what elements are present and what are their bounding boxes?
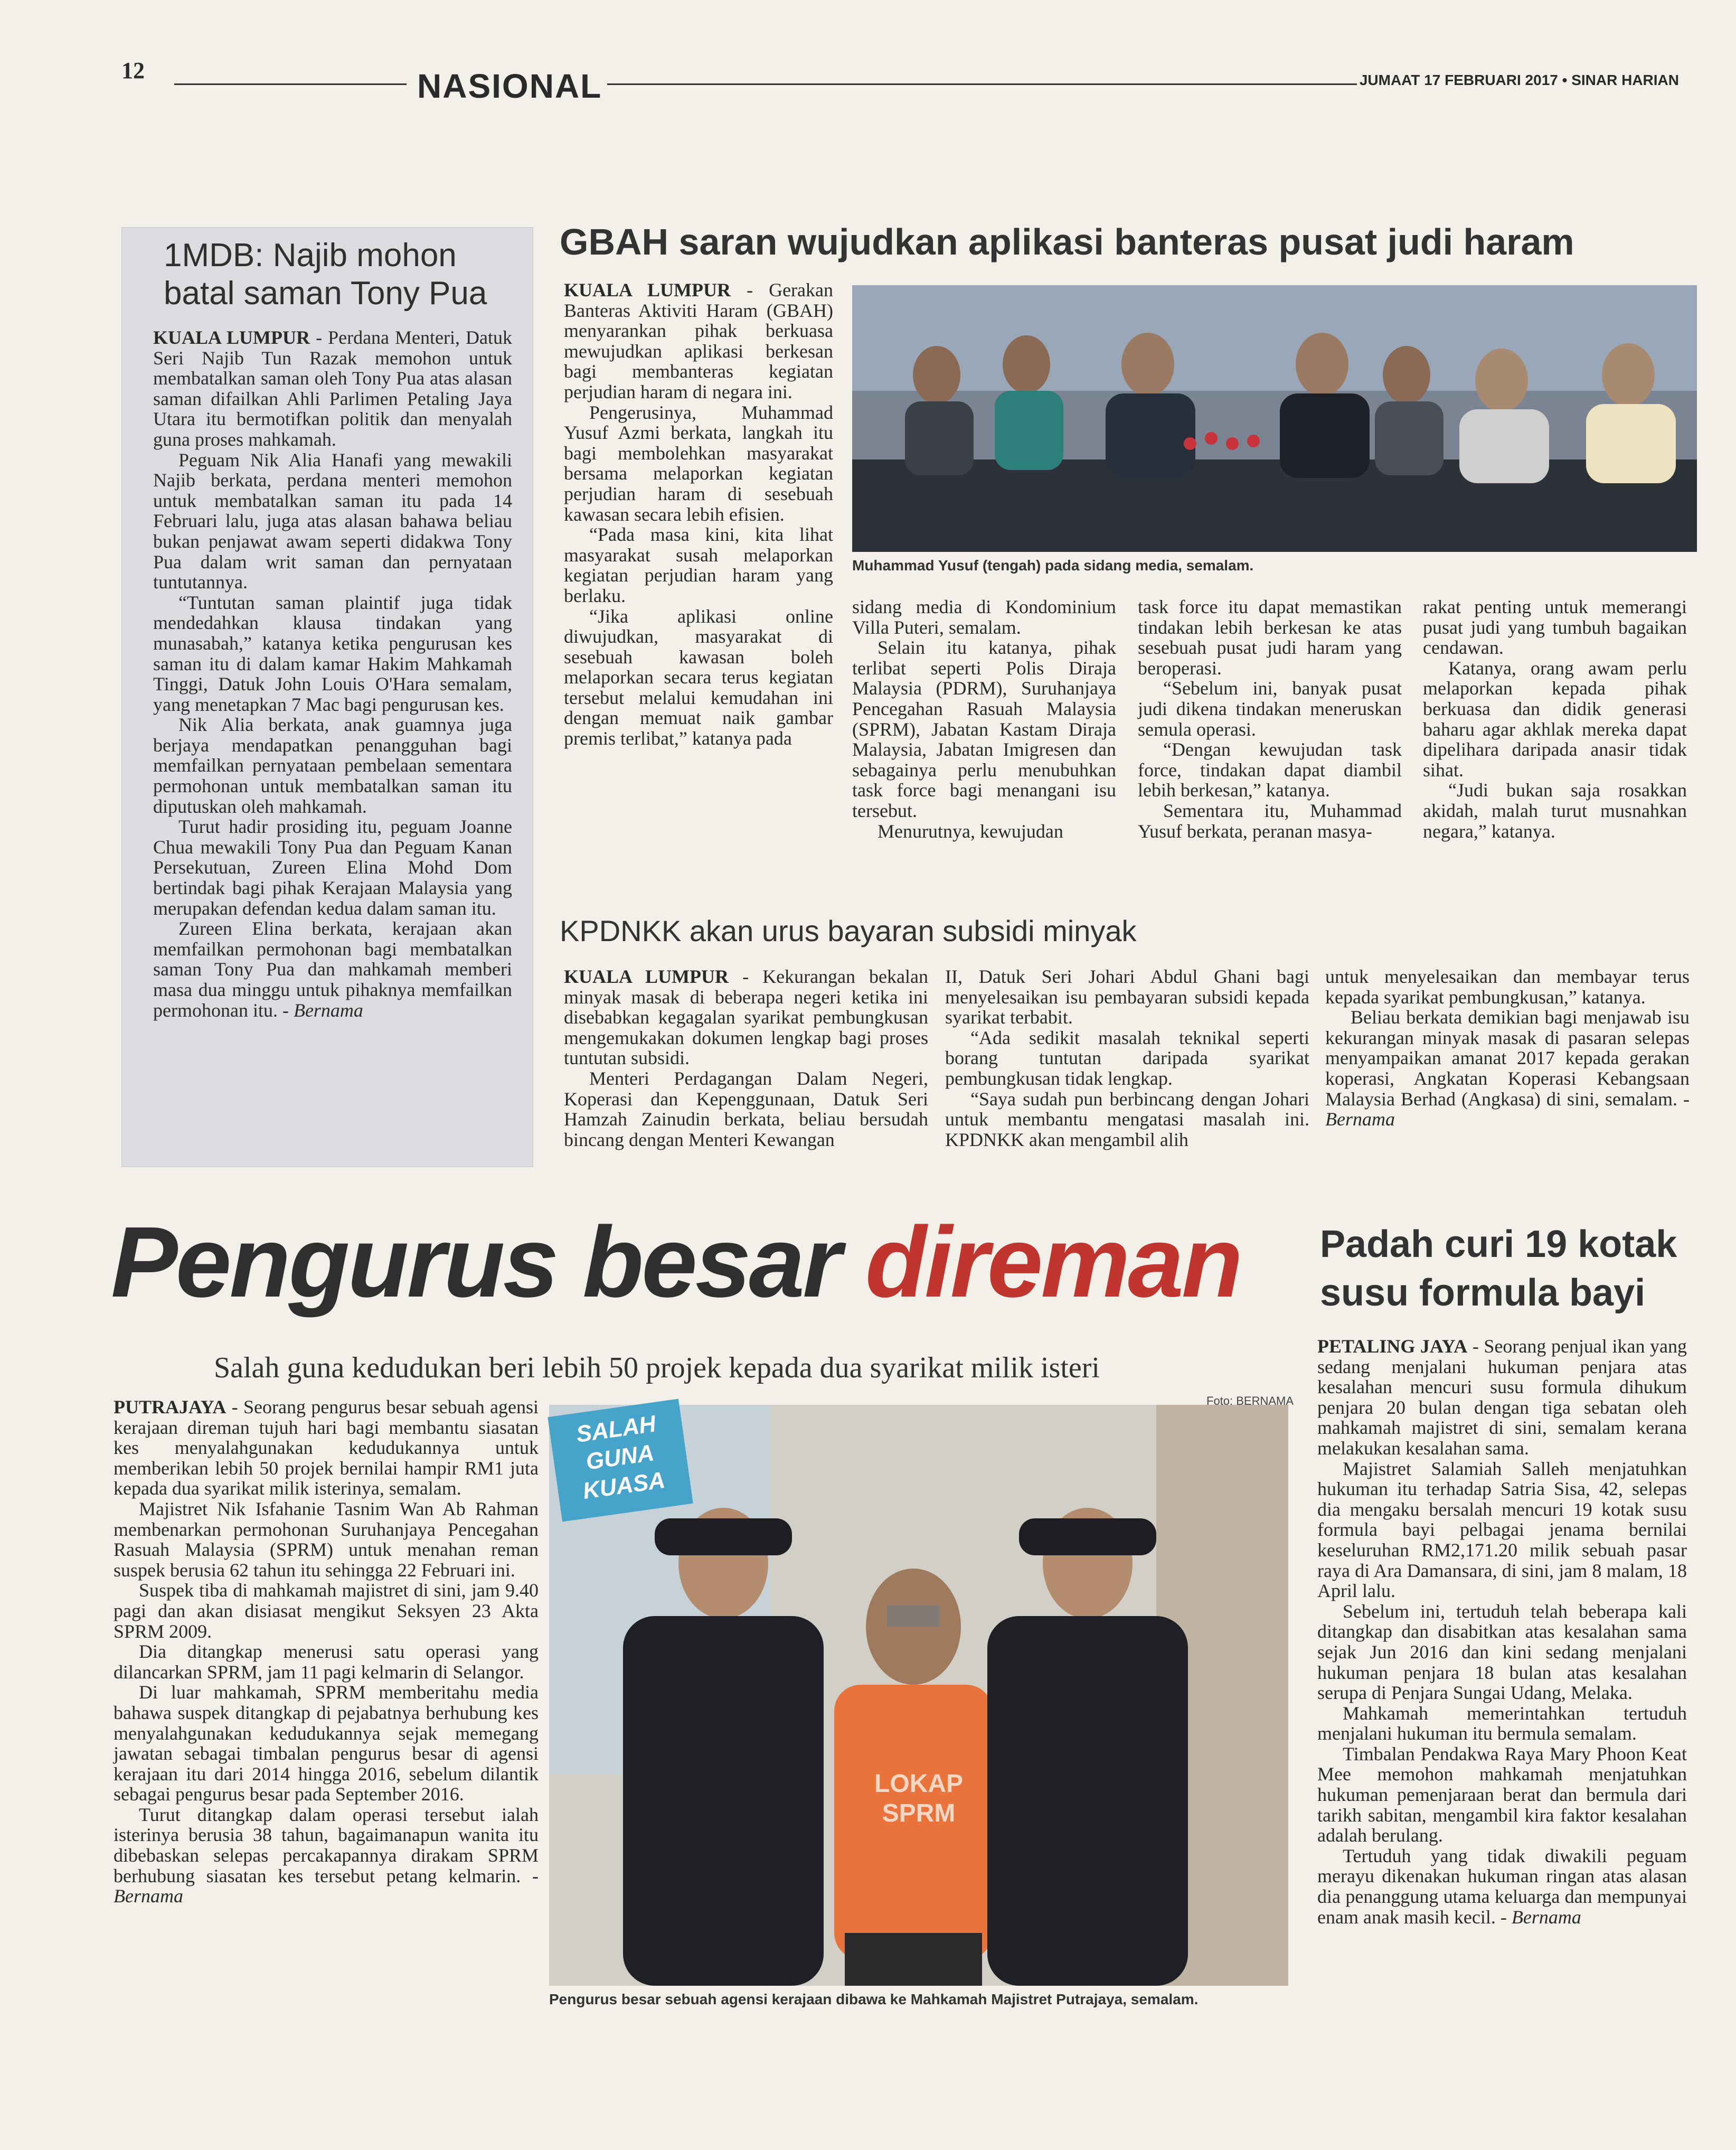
article-1mdb-body [153,327,512,1020]
paragraph: Pengerusinya, Muhammad Yusuf Azmi berkata, langkah itu bagi membolehkan masyarakat bersama melaporkan kegiatan perjudian haram di sesebuah kawasan secara lebih efisien. [564,401,833,525]
shirt-text [871,1769,966,1828]
paragraph: - Kekurangan bekalan minyak masak di beberapa negeri ketika ini disebabkan kegagalan syarikat pembungkusan mengemukakan dokumen lengkap bagi proses tuntutan subsidi. [564,966,928,1069]
dateline: PETALING JAYA [1317,1336,1468,1357]
badge-line: KUASA [581,1467,667,1505]
paragraph: “Jika aplikasi online diwujudkan, masyarakat di sesebuah kawasan boleh melaporkan secara terus kegiatan tersebut melalui kemudahan ini dengan memuat naik gambar premis terlibat,” katanya pada [564,605,833,749]
paragraph: - Seorang penjual ikan yang sedang menjalani hukuman penjara atas kesalahan mencuri susu formula dihukum penjara 20 bulan dengan tiga sebatan oleh mahkamah majistret di sini, semalam kerana melakukan kesalahan sama. [1317,1336,1687,1459]
paragraph: Majistret Nik Isfahanie Tasnim Wan Ab Rahman membenarkan permohonan Suruhanjaya Pencegahan Rasuah Malaysia (SPRM) untuk menahan reman suspek berusia 62 tahun itu sehingga 22 Februari ini. [114,1498,539,1581]
headline-main-red: direman [865,1206,1241,1318]
article-gbah-col-3 [1138,597,1402,841]
paragraph: Sementara itu, Muhammad Yusuf berkata, peranan masya- [1138,800,1402,842]
paragraph: task force itu dapat memastikan tindakan lebih berkesan ke atas sesebuah pusat judi haram yang beroperasi. [1138,596,1402,679]
paragraph: Beliau berkata demikian bagi menjawab isu kekurangan minyak masak di pasaran selepas menyampaikan amanat 2017 kepada gerakan koperasi, Angkatan Koperasi Kebangsaan Malaysia Berhad (Angkasa) di sini, semalam. - [1325,1007,1690,1110]
paragraph: Peguam Nik Alia Hanafi yang mewakili Najib berkata, perdana menteri memohon untuk membatalkan saman itu pada 14 Februari lalu, juga atas alasan bahawa beliau bukan penjawat awam seperti didakwa Tony Pua dalam writ saman dan pernyataan tuntutannya. [153,449,512,593]
article-gbah-col-4 [1423,597,1687,841]
paragraph: Zureen Elina berkata, kerajaan akan memfailkan permohonan bagi membatalkan saman Tony Pua dan mahkamah memberi masa dua minggu untuk pihaknya memfailkan permohonan itu. - [153,918,512,1021]
header-rule-left [174,83,407,85]
paragraph: “Ada sedikit masalah teknikal seperti borang tuntutan daripada syarikat pembungkusan tidak lengkap. [945,1027,1309,1089]
paragraph: II, Datuk Seri Johari Abdul Ghani bagi menyelesaikan isu pembayaran subsidi kepada syarikat terbabit. [945,966,1309,1028]
photo-caption-main: Pengurus besar sebuah agensi kerajaan dibawa ke Mahkamah Majistret Putrajaya, semalam. [549,1991,1199,2007]
headline-padah: Padah curi 19 kotak susu formula bayi [1320,1223,1677,1314]
paragraph: untuk menyelesaikan dan membayar terus kepada syarikat pembungkusan,” katanya. [1325,966,1690,1008]
shirt-text-line: LOKAP [874,1770,963,1798]
paragraph: Turut ditangkap dalam operasi tersebut ialah isterinya berusia 38 tahun, bagaimanapun wanita itu dibebaskan selepas percakapannya dirakam SPRM berhubung siasatan kes tersebut petang kelmarin. - [114,1804,539,1886]
paragraph: “Tuntutan saman plaintif juga tidak mendedahkan klausa tindakan yang munasabah,” katanya ketika pengurusan kes saman itu di dalam kamar Hakim Mahkamah Tinggi, Datuk John Louis O'Hara semalam, yang menetapkan 7 Mac bagi pengurusan kes. [153,592,512,715]
paragraph: sidang media di Kondominium Villa Puteri, semalam. [852,596,1116,638]
article-kpdnkk-col-3 [1325,966,1690,1130]
paragraph: Nik Alia berkata, anak guamnya juga berjaya mendapatkan penangguhan bagi memfailkan pernyataan pembelaan sementara permohonan untuk membatalkan saman itu diputuskan oleh mahkamah. [153,714,512,817]
paragraph: Mahkamah memerintahkan tertuduh menjalani hukuman itu bermula semalam. [1317,1702,1687,1744]
paragraph: - Seorang pengurus besar sebuah agensi kerajaan direman tujuh hari bagi membantu siasatan kes menyalahgunakan kedudukannya untuk memberikan lebih 50 projek bernilai hampir RM1 juta kepada dua syarikat milik isterinya, semalam. [114,1396,539,1499]
press-conference-illustration [852,285,1697,552]
paragraph: Menurutnya, kewujudan [878,820,1063,842]
paragraph: Selain itu katanya, pihak terlibat seperti Polis Diraja Malaysia (PDRM), Suruhanjaya Pencegahan Rasuah Malaysia (SPRM), Jabatan Kastam Diraja Malaysia, Jabatan Imigresen dan sebagainya perlu menubuhkan task force bagi menangani isu tersebut. [852,637,1116,821]
article-main-body [114,1397,539,1907]
badge-line: GUNA [584,1440,656,1475]
headline-main-black: Pengurus besar [111,1206,865,1318]
article-kpdnkk-col-2 [945,966,1309,1150]
paragraph: Sebelum ini, tertuduh telah beberapa kali ditangkap dan disabitkan atas kesalahan sama sejak Jun 2016 dan kini sedang menjalani hukuman penjara 18 bulan atas kesalahan serupa di Penjara Sungai Udang, Melaka. [1317,1600,1687,1704]
paragraph: rakat penting untuk memerangi pusat judi yang tumbuh bagaikan cendawan. [1423,596,1687,659]
paragraph: - Perdana Menteri, Datuk Seri Najib Tun Razak memohon untuk membatalkan saman oleh Tony Pua atas alasan saman difailkan Ahli Parlimen Petaling Jaya Utara itu bermotifkan politik dan menyalah guna proses mahkamah. [153,327,513,450]
subheadline-main: Salah guna kedudukan beri lebih 50 projek kepada dua syarikat milik isteri [214,1351,1100,1384]
paragraph: “Judi bukan saja rosakkan akidah, malah turut musnahkan negara,” katanya. [1423,780,1687,842]
paragraph: “Saya sudah pun berbincang dengan Johari untuk membantu mengatasi masalah ini. KPDNKK akan mengambil alih [945,1088,1309,1150]
dateline: KUALA LUMPUR [564,966,729,987]
press-conference-photo [852,285,1697,552]
credit: Bernama [293,999,363,1021]
credit: Bernama [1325,1109,1395,1130]
shirt-text-line: SPRM [882,1799,956,1827]
article-padah-body [1317,1336,1687,1927]
salah-guna-kuasa-badge [548,1399,693,1522]
paragraph: Katanya, orang awam perlu melaporkan kepada pihak berkuasa dan didik generasi baharu agar akhlak mereka dapat dipelihara daripada anasir tidak sihat. [1423,657,1687,781]
photo-credit: Foto: BERNAMA [1206,1394,1294,1407]
paragraph: Turut hadir prosiding itu, peguam Joanne Chua mewakili Tony Pua dan Peguam Kanan Persekutuan, Zureen Elina Mohd Dom bertindak bagi pihak Kerajaan Malaysia yang merupakan defendan kedua dalam saman itu. [153,816,512,919]
headline-kpdnkk: KPDNKK akan urus bayaran subsidi minyak [560,914,1137,947]
paragraph: Timbalan Pendakwa Raya Mary Phoon Keat Mee memohon mahkamah menjatuhkan hukuman pemenjaraan berat dan bermula dari tarikh sabitan, mengambil kira faktor kesalahan adalah berulang. [1317,1743,1687,1846]
paragraph: “Pada masa kini, kita lihat masyarakat susah melaporkan kegiatan perjudian haram yang berlaku. [564,524,833,606]
dateline: KUALA LUMPUR [153,327,310,348]
credit: Bernama [114,1885,183,1907]
paragraph: Menteri Perdagangan Dalam Negeri, Koperasi dan Kepenggunaan, Datuk Seri Hamzah Zainudin berkata, beliau bersudah bincang dengan Menteri Kewangan [564,1067,928,1150]
paragraph: Majistret Salamiah Salleh menjatuhkan hukuman itu terhadap Satria Sisa, 42, selepas dia mengaku bersalah mencuri 19 kotak susu formula bayi pelbagai jenama bernilai keseluruhan RM2,171.20 milik sebuah pasar raya di Ara Damansara, di sini, jam 8 malam, 18 April lalu. [1317,1458,1687,1602]
dateline: KUALA LUMPUR [564,279,731,301]
paragraph: Tertuduh yang tidak diwakili peguam merayu dikenakan hukuman ringan atas alasan dia penanggung utama keluarga dan mempunyai enam anak masih kecil. - [1317,1845,1687,1928]
article-gbah-col-2 [852,597,1116,841]
paragraph: “Dengan kewujudan task force, tindakan dapat diambil lebih berkesan,” katanya. [1138,739,1402,801]
paragraph: Dia ditangkap menerusi satu operasi yang dilancarkan SPRM, jam 11 pagi kelmarin di Selangor. [114,1641,539,1683]
paragraph: Suspek tiba di mahkamah majistret di sini, jam 9.40 pagi dan akan disiasat mengikut Seksyen 23 Akta SPRM 2009. [114,1580,539,1642]
headline-gbah: GBAH saran wujudkan aplikasi banteras pusat judi haram [560,221,1574,262]
article-gbah-col-1 [564,280,833,749]
badge-line: SALAH [574,1411,658,1448]
headline-main [111,1206,1241,1318]
paragraph: Di luar mahkamah, SPRM memberitahu media bahawa suspek ditangkap di pejabatnya berhubung kes menyalahgunakan kedudukannya sejak memegang jawatan sebagai timbalan pengurus besar di agensi kerajaan itu dari 2014 hingga 2016, sebelum dilantik sebagai pengurus besar pada September 2016. [114,1682,539,1805]
paragraph: - Gerakan Banteras Aktiviti Haram (GBAH) menyarankan pihak berkuasa mewujudkan aplikasi berkesan bagi membanteras kegiatan perjudian haram di negara ini. [564,279,833,402]
credit: Bernama [1511,1906,1581,1928]
photo-caption-gbah: Muhammad Yusuf (tengah) pada sidang media, semalam. [852,557,1254,574]
article-kpdnkk-col-1 [564,966,928,1150]
section-title: NASIONAL [417,67,602,105]
paragraph: “Sebelum ini, banyak pusat judi dikena tindakan meneruskan semula operasi. [1138,678,1402,740]
page-number: 12 [121,58,145,83]
header-rule-right [607,83,1357,85]
headline-1mdb: 1MDB: Najib mohon batal saman Tony Pua [164,237,487,312]
dateline: PUTRAJAYA [114,1396,227,1417]
publication-date: JUMAAT 17 FEBRUARI 2017 • SINAR HARIAN [1359,72,1679,88]
